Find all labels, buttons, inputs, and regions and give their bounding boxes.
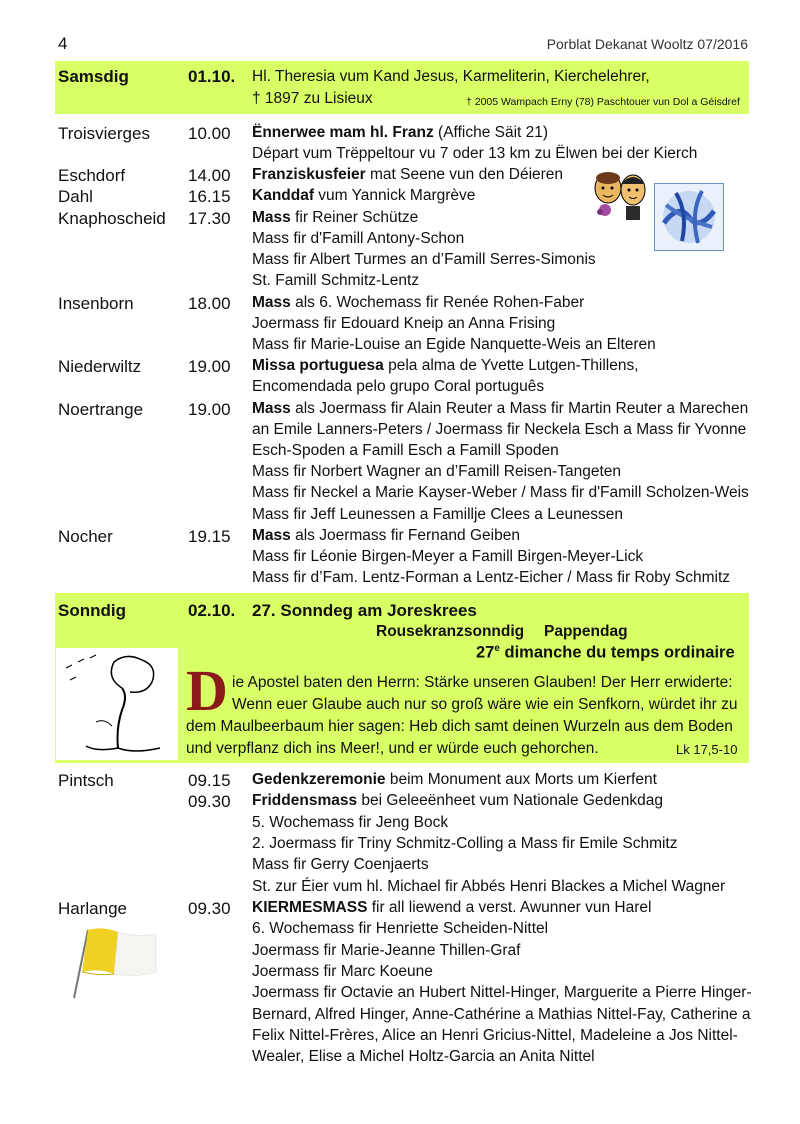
event-title: Mass <box>252 400 291 417</box>
event-title: Kanddaf <box>252 187 314 204</box>
entry-line <box>252 771 657 789</box>
entry-line: Mass fir Norbert Wagner an d’Famill Reisen-Tangeten <box>252 463 621 480</box>
entry-line <box>252 294 584 312</box>
entry-line: Joermass fir Edouard Kneip an Anna Frising <box>252 315 556 332</box>
time: 14.00 <box>188 166 231 185</box>
event-detail: beim Monument aux Morts um Kierfent <box>385 771 657 788</box>
time: 09.30 <box>188 899 231 918</box>
sunday-subtitle: Pappendag <box>544 623 628 640</box>
entry-line: Départ vum Trëppeltour vu 7 oder 13 km zu Ëlwen bei der Kierch <box>252 145 698 162</box>
date: 02.10. <box>188 601 236 620</box>
hands-illustration <box>654 183 724 251</box>
gospel-line: dem Maulbeerbaum hier sagen: Heb dich samt deinen Wurzeln aus dem Boden <box>186 718 733 735</box>
event-title: Mass <box>252 527 291 544</box>
french-title <box>476 643 735 663</box>
entry-line: an Emile Lanners-Peters / Joermass fir Neckela Esch a Mass fir Yvonne <box>252 421 747 438</box>
gospel-line: ie Apostel baten den Herrn: Stärke unseren Glauben! Der Herr erwiderte: <box>232 674 733 691</box>
entry-line: Joermass fir Octavie an Hubert Nittel-Hinger, Marguerite a Pierre Hinger- <box>252 984 752 1001</box>
time: 10.00 <box>188 124 231 143</box>
place-name: Harlange <box>58 899 127 918</box>
entry-line <box>252 792 663 810</box>
event-title: Mass <box>252 209 291 226</box>
place-name: Troisvierges <box>58 124 150 143</box>
entry-line: Joermass fir Marc Koeune <box>252 963 433 980</box>
entry-line: Mass fir Jeff Leunessen a Famillje Clees a Leunessen <box>252 506 624 523</box>
entry-line: 5. Wochemass fir Jeng Bock <box>252 814 449 831</box>
event-detail: (Affiche Säit 21) <box>433 124 549 141</box>
french-title-sup: e <box>494 643 500 654</box>
sunday-subtitle: Rousekranzsonndig <box>376 623 525 640</box>
saint-line: Hl. Theresia vum Kand Jesus, Karmeliterin, Kierchelehrer, <box>252 68 650 85</box>
entry-line: Encomendada pelo grupo Coral português <box>252 378 545 395</box>
memorial-note: † 2005 Wampach Erny (78) Paschtouer vun Dol a Géisdref <box>466 96 740 108</box>
entry-line <box>252 400 748 418</box>
french-title-number: 27 <box>476 643 495 662</box>
time: 09.30 <box>188 792 231 811</box>
place-name: Knaphoscheid <box>58 209 166 228</box>
time: 17.30 <box>188 209 231 228</box>
event-detail: bei Geleeënheet vum Nationale Gedenkdag <box>357 792 664 809</box>
entry-line: Esch-Spoden a Famill Esch a Famill Spoden <box>252 442 559 459</box>
drop-cap: D <box>186 658 228 723</box>
children-illustration <box>588 166 652 222</box>
entry-line: 6. Wochemass fir Henriette Scheiden-Nittel <box>252 920 549 937</box>
event-detail: als Joermass fir Fernand Geiben <box>290 527 520 544</box>
event-detail: fir Reiner Schütze <box>290 209 419 226</box>
entry-line <box>252 209 418 227</box>
entry-line: Mass fir Albert Turmes an d’Famill Serres-Simonis <box>252 251 596 268</box>
french-title-text: dimanche du temps ordinaire <box>499 643 735 662</box>
entry-line: Mass fir d’Fam. Lentz-Forman a Lentz-Eicher / Mass fir Roby Schmitz <box>252 569 731 586</box>
event-title: Franziskusfeier <box>252 166 366 183</box>
entry-line: St. zur Éier vum hl. Michael fir Abbés Henri Blackes a Michel Wagner <box>252 878 726 895</box>
entry-line: Mass fir Gerry Coenjaerts <box>252 856 429 873</box>
entry-line: Mass fir Léonie Birgen-Meyer a Famill Birgen-Meyer-Lick <box>252 548 644 565</box>
entry-line: Bernard, Alfred Hinger, Anne-Cathérine a Mathias Nittel-Fay, Catherine a <box>252 1006 751 1023</box>
event-detail: als Joermass fir Alain Reuter a Mass fir Martin Reuter a Marechen <box>290 400 749 417</box>
entry-line: Felix Nittel-Frères, Alice an Henri Gricius-Nittel, Madeleine a Jos Nittel- <box>252 1027 738 1044</box>
time: 18.00 <box>188 294 231 313</box>
entry-line <box>252 166 563 184</box>
publication-title: Porblat Dekanat Wooltz 07/2016 <box>546 36 748 52</box>
time: 16.15 <box>188 187 231 206</box>
place-name: Pintsch <box>58 771 114 790</box>
place-name: Nocher <box>58 527 113 546</box>
event-title: Ënnerwee mam hl. Franz <box>252 124 434 141</box>
entry-line: Mass fir Marie-Louise an Egide Nanquette-Weis an Elteren <box>252 336 656 353</box>
gospel-line: und verpflanz dich ins Meer!, und er würde euch gehorchen. <box>186 740 599 757</box>
entry-line: Mass fir d'Famill Antony-Schon <box>252 230 465 247</box>
entry-line: Wealer, Elise a Michel Holtz-Garcia an Anita Nittel <box>252 1048 595 1065</box>
sunday-title: 27. Sonndeg am Joreskrees <box>252 601 477 620</box>
event-title: Missa portuguesa <box>252 357 384 374</box>
entry-line <box>252 527 520 545</box>
entry-line <box>252 899 651 917</box>
page-number: 4 <box>58 34 68 53</box>
event-title: KIERMESMASS <box>252 899 368 916</box>
entry-line <box>252 187 475 205</box>
event-title: Gedenkzeremonie <box>252 771 386 788</box>
entry-line <box>252 357 639 375</box>
entry-line: 2. Joermass fir Triny Schmitz-Colling a Mass fir Emile Schmitz <box>252 835 678 852</box>
place-name: Eschdorf <box>58 166 126 185</box>
scripture-reference: Lk 17,5-10 <box>676 742 738 757</box>
event-detail: fir all liewend a verst. Awunner vun Harel <box>367 899 652 916</box>
time: 19.00 <box>188 357 231 376</box>
time: 19.15 <box>188 527 231 546</box>
place-name: Noertrange <box>58 400 144 419</box>
page-header <box>58 34 748 56</box>
tree-illustration <box>56 648 178 760</box>
date: 01.10. <box>188 67 236 86</box>
entry-line: Joermass fir Marie-Jeanne Thillen-Graf <box>252 942 521 959</box>
gospel-line: Wenn euer Glaube auch nur so groß wäre wie ein Senfkorn, würdet ihr zu <box>232 696 738 713</box>
event-detail: als 6. Wochemass fir Renée Rohen-Faber <box>290 294 585 311</box>
event-detail: pela alma de Yvette Lutgen-Thillens, <box>383 357 639 374</box>
day-name: Sonndig <box>58 601 126 620</box>
place-name: Niederwiltz <box>58 357 142 376</box>
saint-line-2: † 1897 zu Lisieux <box>252 90 373 107</box>
time: 19.00 <box>188 400 231 419</box>
entry-line <box>252 124 548 142</box>
event-detail: vum Yannick Margrève <box>314 187 476 204</box>
event-title: Friddensmass <box>252 792 358 809</box>
papal-flag-icon <box>70 924 162 1000</box>
entry-line: St. Famill Schmitz-Lentz <box>252 272 420 289</box>
place-name: Dahl <box>58 187 93 206</box>
event-title: Mass <box>252 294 291 311</box>
event-detail: mat Seene vun den Déieren <box>365 166 564 183</box>
place-name: Insenborn <box>58 294 134 313</box>
time: 09.15 <box>188 771 231 790</box>
day-name: Samsdig <box>58 67 129 86</box>
entry-line: Mass fir Neckel a Marie Kayser-Weber / Mass fir d'Famill Scholzen-Weis <box>252 484 749 501</box>
